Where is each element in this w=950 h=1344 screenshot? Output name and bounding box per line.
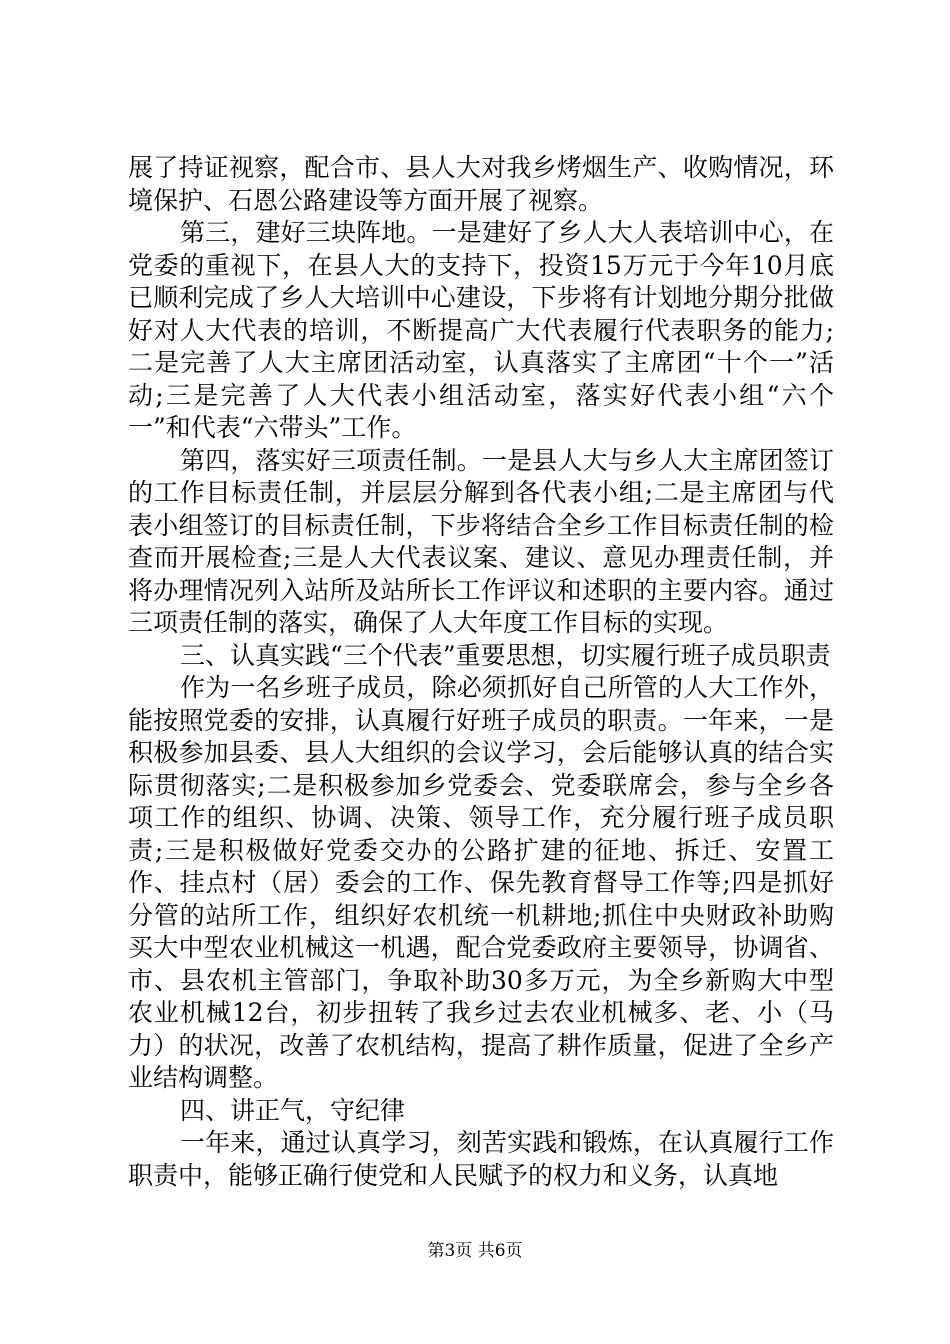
paragraph-5: 一年来，通过认真学习，刻苦实践和锻炼，在认真履行工作职责中，能够正确行使党和人民赋予的权力和义务，认真地 [128,1128,834,1190]
paragraph-2: 第三，建好三块阵地。一是建好了乡人大人表培训中心，在党委的重视下，在县人大的支持下，投资15万元于今年10月底已顺利完成了乡人大培训中心建设，下步将有计划地分期分批做好对人大代表的培训，不断提高广大代表履行代表职务的能力;二是完善了人大主席团活动室，认真落实了主席团“十个一”活动;三是完善了人大代表小组活动室，落实好代表小组“六个一”和代表“六带头”工作。 [128,218,834,442]
document-body [128,152,834,1192]
paragraph-1: 展了持证视察，配合市、县人大对我乡烤烟生产、收购情况，环境保护、石恩公路建设等方面开展了视察。 [128,153,834,215]
section-heading-3: 三、认真实践“三个代表”重要思想，切实履行班子成员职责 [180,640,831,670]
section-heading-4: 四、讲正气，守纪律 [180,1095,406,1125]
paragraph-4: 作为一名乡班子成员，除必须抓好自己所管的人大工作外，能按照党委的安排，认真履行好班子成员的职责。一年来，一是积极参加县委、县人大组织的会议学习，会后能够认真的结合实际贯彻落实;二是积极参加乡党委会、党委联席会，参与全乡各项工作的组织、协调、决策、领导工作，充分履行班子成员职责;三是积极做好党委交办的公路扩建的征地、拆迁、安置工作、挂点村（居）委会的工作、保先教育督导工作等;四是抓好分管的站所工作，组织好农机统一机耕地;抓住中央财政补助购买大中型农业机械这一机遇，配合党委政府主要领导，协调省、市、县农机主管部门，争取补助30多万元，为全乡新购大中型农业机械12台，初步扭转了我乡过去农业机械多、老、小（马力）的状况，改善了农机结构，提高了耕作质量，促进了全乡产业结构调整。 [128,673,834,1092]
paragraph-3: 第四，落实好三项责任制。一是县人大与乡人大主席团签订的工作目标责任制，并层层分解到各代表小组;二是主席团与代表小组签订的目标责任制，下步将结合全乡工作目标责任制的检查而开展检查;三是人大代表议案、建议、意见办理责任制，并将办理情况列入站所及站所长工作评议和述职的主要内容。通过三项责任制的落实，确保了人大年度工作目标的实现。 [128,445,834,637]
page-number-footer: 第3页 共6页 [427,1241,523,1261]
